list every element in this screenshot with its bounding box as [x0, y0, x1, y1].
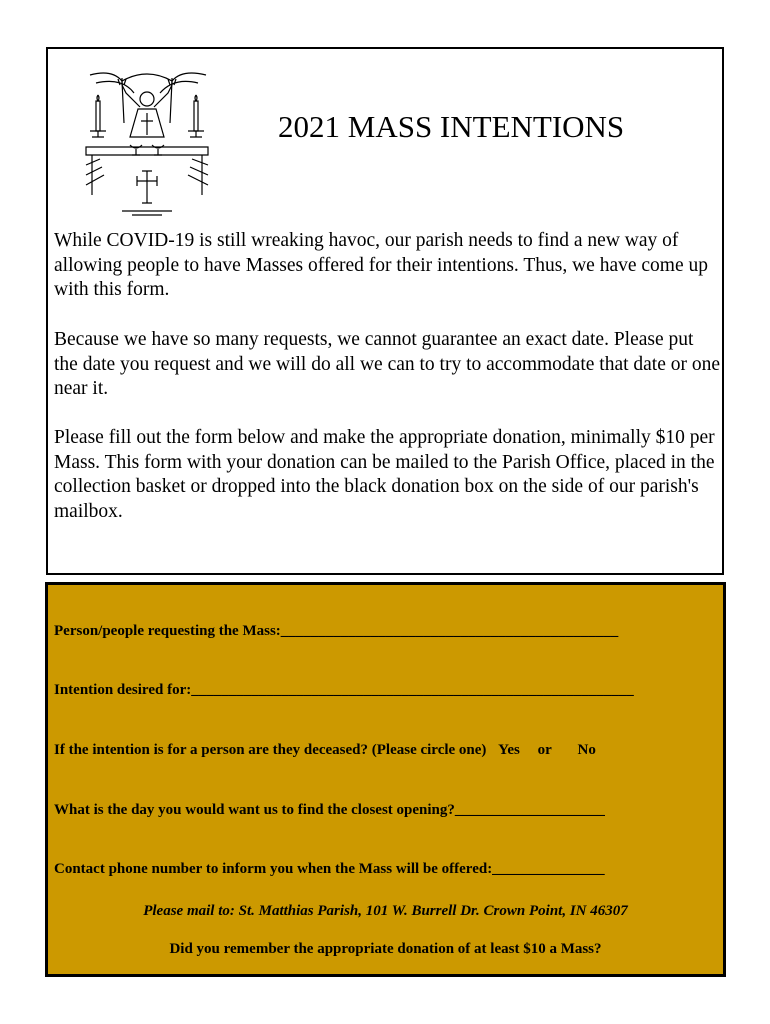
deceased-question-text: If the intention is for a person are they deceased? (Please circle one): [54, 742, 487, 758]
deceased-or-text: or: [537, 742, 552, 758]
donation-reminder: Did you remember the appropriate donation of at least $10 a Mass?: [169, 941, 602, 957]
deceased-question: [54, 742, 596, 759]
page-title: 2021 MASS INTENTIONS: [278, 109, 625, 144]
requester-field[interactable]: Person/people requesting the Mass:_____________________________________________: [54, 623, 619, 639]
intro-paragraph-covid: While COVID-19 is still wreaking havoc, our parish needs to find a new way of allowing people to have Masses offered for their intentions. Thus, we have come up with this form.: [54, 230, 708, 300]
intro-paragraph-donation: Please fill out the form below and make the appropriate donation, minimally $10 per Mass. This form with your donation can be mailed to the Parish Office, placed in the collection basket or dropped into the black donation box on the side of our parish's mailbox.: [54, 427, 715, 522]
intention-field[interactable]: Intention desired for:___________________________________________________________: [54, 682, 634, 698]
intro-box: [46, 47, 724, 575]
intro-paragraph-date-request: Because we have so many requests, we cannot guarantee an exact date. Please put the date you request and we will do all we can to try to accommodate that date or one near it.: [54, 329, 721, 399]
contact-phone-field[interactable]: Contact phone number to inform you when the Mass will be offered:_______________: [54, 861, 605, 877]
priest-at-altar-illustration: [82, 63, 212, 223]
mailing-address: Please mail to: St. Matthias Parish, 101 W. Burrell Dr. Crown Point, IN 46307: [143, 903, 628, 919]
intention-form: [45, 582, 726, 977]
preferred-date-field[interactable]: What is the day you would want us to find the closest opening?____________________: [54, 802, 605, 818]
deceased-no-option[interactable]: No: [577, 742, 596, 758]
deceased-yes-option[interactable]: Yes: [498, 742, 520, 758]
